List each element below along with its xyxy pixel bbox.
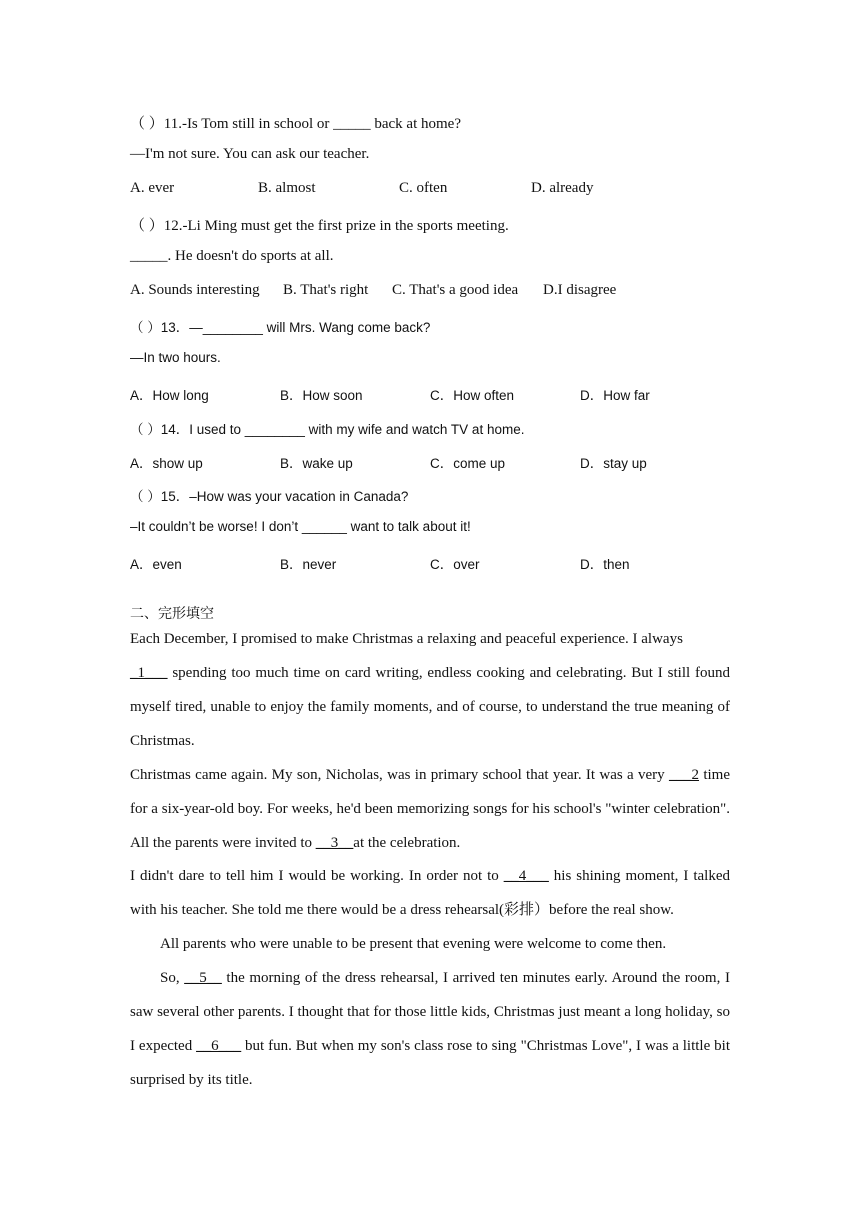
q14-option-c: C．come up [430,456,506,471]
para1-body [130,656,730,758]
para5-text-a: So, [160,970,185,986]
q14-option-d: D．stay up [580,456,647,471]
section-heading: 二、完形填空 [130,606,214,622]
q11-option-c: C. often [399,180,448,196]
blank-4: __4___ [503,868,549,884]
para5 [130,961,730,1097]
q11-option-b: B. almost [258,180,316,196]
para3 [130,859,730,927]
q15-option-a: A．even [130,557,182,572]
q13-option-a: A．How long [130,388,209,403]
q14-option-b: B．wake up [280,456,353,471]
q14-option-a: A．show up [130,456,203,471]
blank-3: __3__ [315,835,354,851]
q11-option-a: A. ever [130,180,175,196]
para2-text-b: time for a six-year-old boy. For weeks, he'd been memorizing songs for his school's "winter celebration". All the parents were invited to [130,767,730,851]
q15-reply: –It couldn’t be worse! I don’t ______ want to talk about it! [130,519,471,534]
q13-reply: —In two hours. [130,350,221,365]
para2-text-c: at the celebration. [353,835,461,851]
q12-stem: （ ）12.-Li Ming must get the first prize in the sports meeting. [130,218,509,234]
para5-text-c: but fun. But when my son's class rose to sing "Christmas Love", I was a little bit surprised by its title. [130,1038,731,1088]
q11-option-d: D. already [531,180,594,196]
para5-text-b: the morning of the dress rehearsal, I arrived ten minutes early. Around the room, I saw several other parents. I thought that for those little kids, Christmas just meant a long holiday, so I expected [130,970,730,1054]
q12-reply: _____. He doesn't do sports at all. [130,248,334,264]
q12-option-c: C. That's a good idea [392,282,519,298]
blank-1: _1___ [130,665,168,681]
blank-2: ___2 [669,767,700,783]
q15-stem: （ ）15．–How was your vacation in Canada? [130,489,409,504]
q15-option-d: D．then [580,557,630,572]
blank-5: __5__ [184,970,222,986]
q13-stem: （ ）13．—________ will Mrs. Wang come back? [130,320,431,335]
q15-option-b: B．never [280,557,337,572]
para2-text-a: Christmas came again. My son, Nicholas, was in primary school that year. It was a very [130,767,670,783]
q13-option-c: C．How often [430,388,515,403]
q15-option-c: C．over [430,557,480,572]
q13-option-b: B．How soon [280,388,363,403]
q12-option-b: B. That's right [283,282,369,298]
para2 [130,758,730,860]
para4: All parents who were unable to be present that evening were welcome to come then. [160,936,667,952]
q12-option-d: D.I disagree [543,282,617,298]
para3-text-a: I didn't dare to tell him I would be working. In order not to [130,868,504,884]
blank-6: __6___ [196,1038,242,1054]
para1-text: spending too much time on card writing, endless cooking and celebrating. But I still found myself tired, unable to enjoy the family moments, and of course, to understand the true meaning of Christmas. [130,665,730,749]
q11-reply: —I'm not sure. You can ask our teacher. [130,146,370,162]
q11-stem: （ ）11.-Is Tom still in school or _____ back at home? [130,116,461,132]
para1-line1: Each December, I promised to make Christmas a relaxing and peaceful experience. I always [130,631,683,647]
para3-text-b: his shining moment, I talked with his teacher. She told me there would be a dress rehearsal(彩排）before the real show. [130,868,730,918]
q13-option-d: D．How far [580,388,650,403]
q14-stem: （ ）14．I used to ________ with my wife and watch TV at home. [130,422,525,437]
q12-option-a: A. Sounds interesting [130,282,260,298]
